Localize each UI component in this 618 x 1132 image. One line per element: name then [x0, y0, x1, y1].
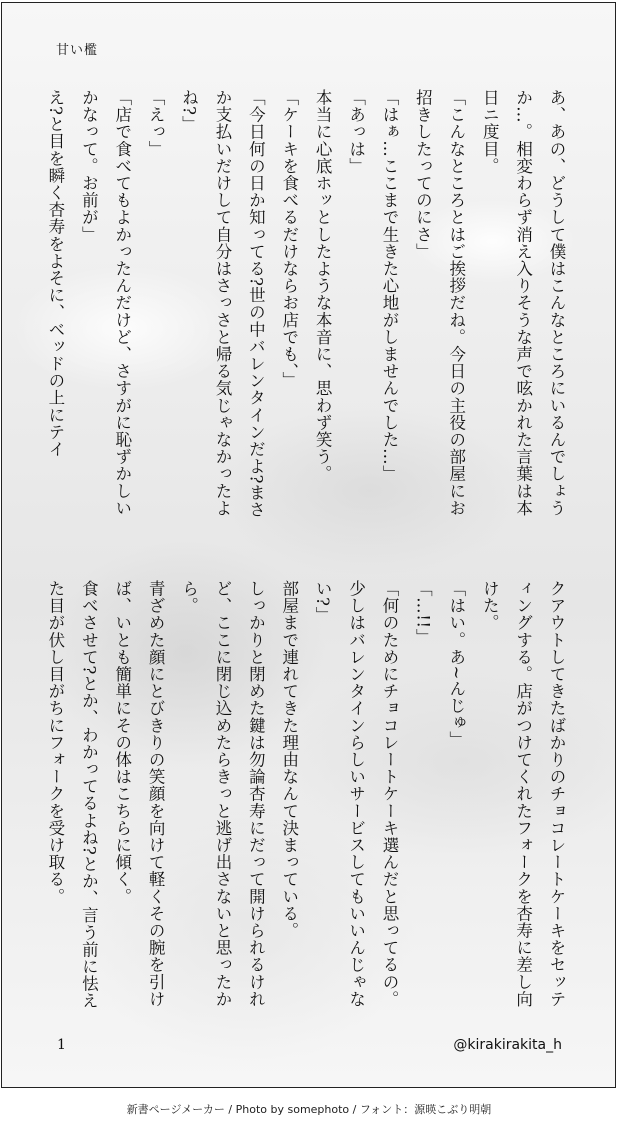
paragraph: しっかりと閉めた鍵は勿論杏寿にだって開けられるけれど、ここに閉じ込めたらきっと逃げ出さないと思ったから。 — [179, 580, 266, 1008]
paragraph: 青ざめた顔にとびきりの笑顔を向けて軽くその腕を引けば、いとも簡単にその体はこちらに傾く。 — [112, 580, 166, 1008]
paragraph: あ、あの、どうして僕はこんなところにいるんでしょうか…。相変わらず消え入りそうな声で呟かれた言葉は本日ニ度目。 — [480, 89, 566, 517]
page-title: 甘い檻 — [56, 43, 99, 58]
paragraph: 「店で食べてもよかったんだけど、さすがに恥ずかしいかなって。お前が」 — [79, 89, 132, 517]
paragraph: 本当に心底ホッとしたような本音に、思わず笑う。 — [313, 89, 333, 483]
paragraph: 「えっ」 — [146, 89, 166, 158]
text-block-lower — [45, 580, 573, 1010]
paragraph: 「はい。あ~んじゅ」 — [446, 580, 466, 749]
author-handle: @kirakirakita_h — [453, 1037, 562, 1053]
paragraph: 「はぁ…ここまで生きた心地がしませんでした…」 — [379, 89, 399, 483]
paragraph: 「こんなところとはご挨拶だね。今日の主役の部屋にお招きしたってのにさ」 — [413, 89, 466, 517]
page-number: 1 — [57, 1037, 66, 1053]
paragraph: 「何のためにチョコレートケーキ選んだと思ってるの。少しはバレンタインらしいサービスしてもいいんじゃない?」 — [313, 580, 399, 1008]
novel-page — [1, 2, 616, 1088]
paragraph: 「ケーキを食べるだけならお店でも、」 — [279, 89, 299, 389]
paragraph: 「今日何の日か知ってる?世の中バレンタインだよ?まさか支払いだけして自分はさっさと帰る気じゃなかったよね?」 — [179, 89, 266, 519]
paragraph: 部屋まで連れてきた理由なんて決まっている。 — [279, 580, 299, 940]
paragraph: クアウトしてきたばかりのチョコレートケーキをセッティングする。店がつけてくれたフォークを杏寿に差し向けた。 — [480, 580, 566, 1008]
paragraph: え?と目を瞬く杏寿をよそに、ベッドの上にテイ — [45, 89, 65, 458]
paragraph: 「…!!」 — [413, 580, 433, 646]
credit-line: 新書ページメーカー / Photo by somephoto / フォント：源暎こぶり明朝 — [126, 1103, 492, 1116]
text-block-upper — [45, 89, 573, 519]
paragraph: 「あっは」 — [346, 89, 366, 175]
paragraph: 食べさせて?とか、わかってるよね?とか、言う前に怯えた目が伏し目がちにフォークを受け取る。 — [45, 580, 99, 1010]
